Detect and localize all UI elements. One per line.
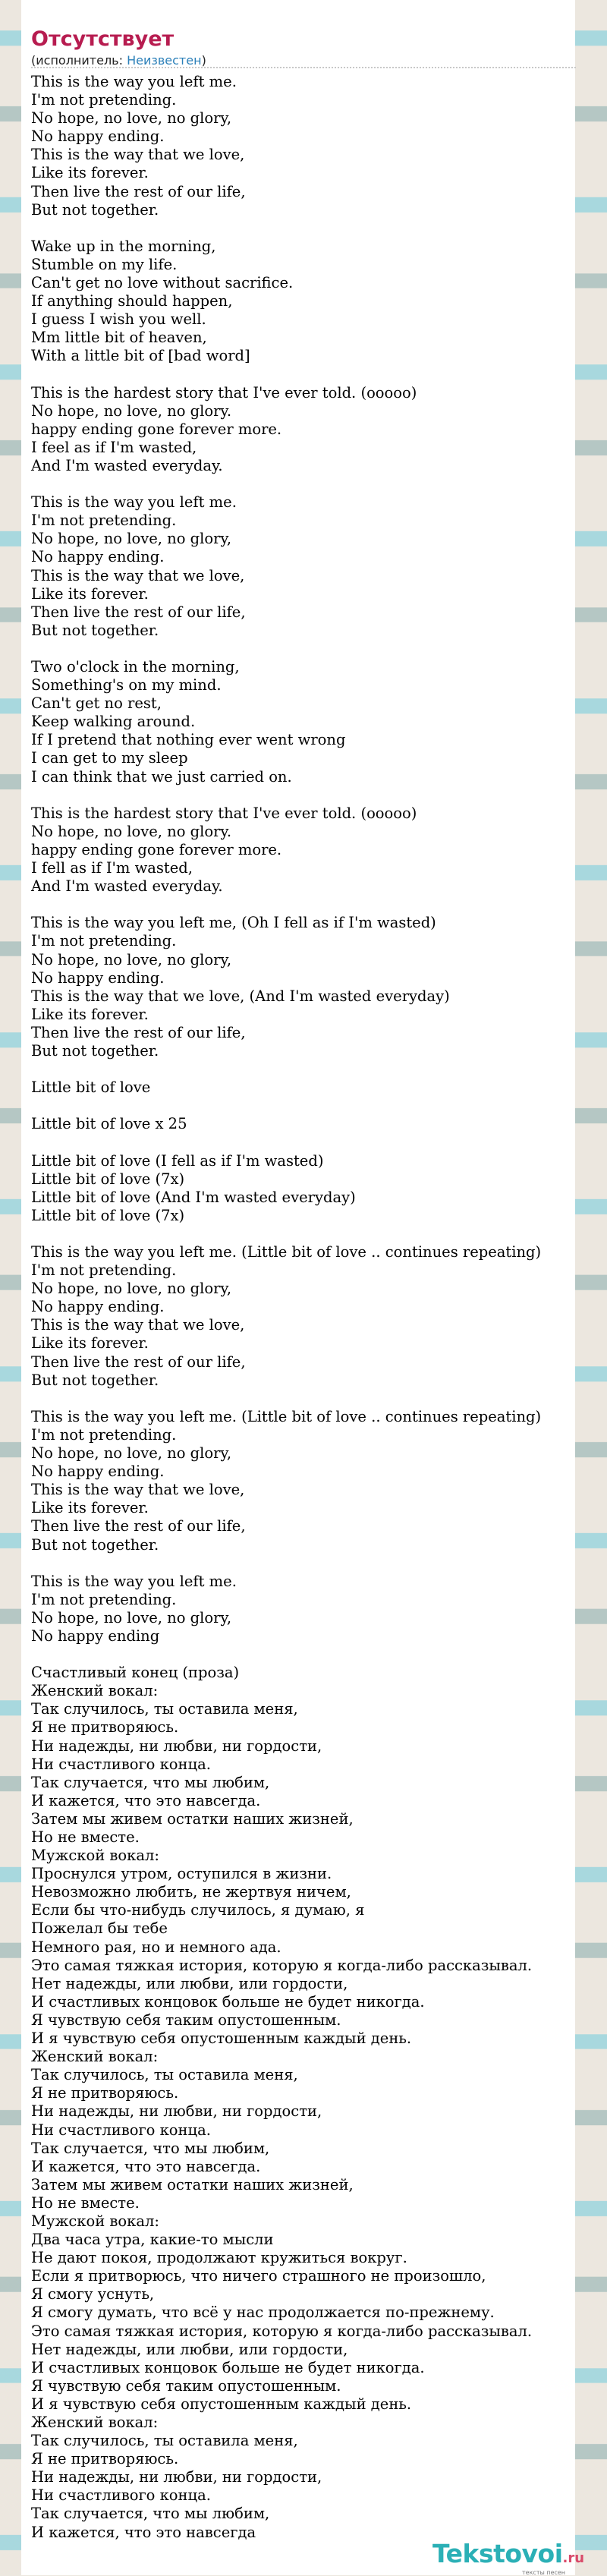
lyric-line: Так случилось, ты оставила меня, [31, 1700, 298, 1718]
lyric-line: No happy ending. [31, 128, 165, 146]
lyric-line: No happy ending [31, 1627, 160, 1645]
lyric-line: Так случается, что мы любим, [31, 2139, 270, 2157]
lyric-line: I'm not pretending. [31, 1425, 177, 1444]
lyric-line: This is the way you left me. [31, 1572, 237, 1590]
lyric-line: Если бы что-нибудь случилось, я думаю, я [31, 1901, 365, 1919]
lyric-line: This is the way you left me, (Oh I fell as if I'm wasted) [31, 914, 436, 932]
lyric-line: Женский вокал: [31, 2414, 159, 2431]
lyric-line: This is the way you left me. (Little bit of love .. continues repeating) [31, 1243, 542, 1261]
lyric-line: Я не притворяюсь. [31, 1718, 179, 1737]
lyric-line: This is the way that we love, [31, 566, 245, 584]
lyric-line [31, 640, 585, 658]
lyric-line: Женский вокал: [31, 2048, 159, 2066]
lyric-line: No hope, no love, no glory, [31, 530, 232, 548]
lyric-line: Can't get no love without sacrifice. [31, 274, 294, 292]
lyric-line: Then live the rest of our life, [31, 1353, 246, 1371]
lyric-line: This is the way you left me. [31, 493, 237, 512]
performer-link[interactable]: Неизвестен [127, 53, 202, 68]
lyric-line: But not together. [31, 1535, 159, 1554]
lyric-line: Я не притворяюсь. [31, 2450, 179, 2468]
lyric-line: Нет надежды, или любви, или гордости, [31, 2340, 348, 2358]
lyric-line: I'm not pretending. [31, 91, 177, 109]
lyric-line: But not together. [31, 200, 159, 219]
lyric-line: Ни счастливого конца. [31, 1755, 211, 1773]
lyric-line [31, 1133, 585, 1151]
lyric-line: Немного рая, но и немного ада. [31, 1938, 281, 1956]
lyric-line: Then live the rest of our life, [31, 603, 246, 621]
lyric-line: No hope, no love, no glory, [31, 1608, 232, 1627]
lyric-line: Женский вокал: [31, 1682, 159, 1700]
lyric-line: No happy ending. [31, 548, 165, 566]
lyric-line: Невозможно любить, не жертвуя ничем, [31, 1883, 351, 1901]
lyric-line [31, 1060, 585, 1079]
lyric-line: Я смогу думать, что всё у нас продолжается по-прежнему. [31, 2304, 495, 2322]
lyric-line: Ни надежды, ни любви, ни гордости, [31, 2468, 322, 2486]
lyric-line: No happy ending. [31, 968, 165, 987]
lyric-line [31, 1554, 585, 1573]
lyric-line: This is the way that we love, [31, 1316, 245, 1334]
lyrics-text [31, 73, 585, 2542]
logo-tld: .ru [562, 2550, 585, 2566]
lyric-line: Я смогу уснуть, [31, 2285, 155, 2304]
lyric-line [31, 1225, 585, 1243]
lyric-line: And I'm wasted everyday. [31, 456, 223, 474]
performer-line [31, 53, 206, 68]
lyric-line: And I'm wasted everyday. [31, 877, 223, 896]
lyric-line: Это самая тяжкая история, которую я когда-либо рассказывал. [31, 2322, 533, 2340]
lyric-line: И счастливых концовок больше не будет никогда. [31, 2358, 425, 2376]
lyric-line: Little bit of love [31, 1079, 151, 1097]
lyric-line: No hope, no love, no glory, [31, 1444, 232, 1463]
lyric-line: Так случилось, ты оставила меня, [31, 2066, 298, 2084]
lyric-line: Stumble on my life. [31, 255, 178, 273]
lyric-line: With a little bit of [bad word] [31, 347, 250, 365]
lyric-line: И я чувствую себя опустошенным каждый день. [31, 2030, 412, 2048]
header-divider [31, 67, 576, 68]
lyric-line: Пожелал бы тебе [31, 1919, 168, 1938]
lyric-line: И кажется, что это навсегда. [31, 2157, 261, 2175]
lyric-line: И я чувствую себя опустошенным каждый день. [31, 2395, 412, 2413]
lyric-line [31, 475, 585, 493]
lyric-line [31, 1645, 585, 1664]
lyric-line: This is the way you left me. [31, 73, 237, 90]
lyric-line: Так случилось, ты оставила меня, [31, 2432, 298, 2450]
lyric-line: И кажется, что это навсегда [31, 2523, 256, 2541]
lyric-line: Так случается, что мы любим, [31, 2505, 270, 2523]
lyric-line: This is the hardest story that I've ever told. (ooooo) [31, 804, 417, 822]
lyric-line [31, 786, 585, 805]
lyric-line: This is the hardest story that I've ever told. (ooooo) [31, 383, 417, 402]
lyric-line: Can't get no rest, [31, 694, 162, 713]
lyric-line: Little bit of love (7x) [31, 1170, 185, 1188]
lyric-line: No happy ending. [31, 1298, 165, 1316]
lyric-line: If anything should happen, [31, 292, 233, 310]
lyric-line [31, 366, 585, 384]
lyric-line: Little bit of love (And I'm wasted everyday) [31, 1188, 356, 1206]
lyric-line: Little bit of love (7x) [31, 1206, 185, 1224]
lyric-line: Я чувствую себя таким опустошенным. [31, 2011, 341, 2029]
lyric-line: Wake up in the morning, [31, 237, 216, 255]
lyric-line [31, 896, 585, 914]
lyric-line: Ни надежды, ни любви, ни гордости, [31, 1737, 322, 1755]
lyric-line: Something's on my mind. [31, 676, 222, 694]
lyric-line: This is the way you left me. (Little bit of love .. continues repeating) [31, 1407, 542, 1425]
lyric-line: This is the way that we love, [31, 146, 245, 164]
lyric-line: Мужской вокал: [31, 1847, 159, 1865]
lyric-line: I feel as if I'm wasted, [31, 438, 197, 456]
lyric-line: No hope, no love, no glory, [31, 109, 232, 128]
lyric-line: Little bit of love (I fell as if I'm wasted) [31, 1151, 324, 1170]
logo-name: Tekstovoi [432, 2539, 563, 2568]
lyric-line: Я чувствую себя таким опустошенным. [31, 2376, 341, 2395]
lyric-line: Little bit of love x 25 [31, 1115, 187, 1133]
song-title: Отсутствует [31, 27, 175, 51]
lyric-line [31, 1097, 585, 1115]
lyric-line: No hope, no love, no glory, [31, 1280, 232, 1298]
lyric-line: This is the way that we love, [31, 1481, 245, 1499]
lyric-line: happy ending gone forever more. [31, 420, 282, 438]
song-header [31, 27, 206, 68]
lyric-line: But not together. [31, 1371, 159, 1389]
lyric-line: Проснулся утром, оступился в жизни. [31, 1865, 332, 1883]
lyric-line: Но не вместе. [31, 1828, 140, 1846]
lyric-line: Ни надежды, ни любви, ни гордости, [31, 2102, 322, 2121]
lyric-line: I'm not pretending. [31, 932, 177, 950]
lyric-line: Mm little bit of heaven, [31, 329, 207, 347]
performer-suffix: ) [201, 53, 206, 68]
lyric-line: I guess I wish you well. [31, 310, 206, 329]
lyric-line: Keep walking around. [31, 713, 196, 731]
lyric-line: If I pretend that nothing ever went wrong [31, 731, 346, 749]
lyric-line: Like its forever. [31, 1005, 149, 1023]
lyric-line: But not together. [31, 621, 159, 639]
lyric-line: Two o'clock in the morning, [31, 658, 240, 675]
lyric-line: Счастливый конец (проза) [31, 1664, 240, 1682]
lyric-line: Then live the rest of our life, [31, 182, 246, 200]
lyric-line: Если я притворюсь, что ничего страшного не произошло, [31, 2267, 486, 2285]
lyric-line: I can think that we just carried on. [31, 767, 292, 786]
performer-prefix: (исполнитель: [31, 53, 127, 68]
lyric-line: I can get to my sleep [31, 749, 188, 767]
lyric-line: Два часа утра, какие-то мысли [31, 2231, 274, 2249]
lyric-line: И кажется, что это навсегда. [31, 1791, 261, 1809]
lyric-line: But not together. [31, 1041, 159, 1060]
lyric-line: Я не притворяюсь. [31, 2084, 179, 2102]
lyric-line: Не дают покоя, продолжают кружиться вокруг. [31, 2249, 407, 2267]
lyric-line: И счастливых концовок больше не будет никогда. [31, 1992, 425, 2011]
lyric-line: happy ending gone forever more. [31, 840, 282, 858]
lyric-line [31, 219, 585, 238]
lyric-line: Это самая тяжкая история, которую я когда-либо рассказывал. [31, 1956, 533, 1974]
lyric-line: Then live the rest of our life, [31, 1517, 246, 1535]
lyric-line: Затем мы живем остатки наших жизней, [31, 1809, 354, 1828]
lyric-line: I fell as if I'm wasted, [31, 859, 193, 877]
lyric-line: Like its forever. [31, 1334, 149, 1353]
logo-tagline: тексты песен [522, 2569, 566, 2576]
lyric-line: Like its forever. [31, 1499, 149, 1517]
lyric-line: Ни счастливого конца. [31, 2486, 211, 2505]
lyric-line: Ни счастливого конца. [31, 2121, 211, 2139]
lyric-line: Так случается, что мы любим, [31, 1773, 270, 1791]
lyric-line: No hope, no love, no glory. [31, 822, 232, 840]
lyric-line [31, 1390, 585, 1408]
lyric-line: Нет надежды, или любви, или гордости, [31, 1974, 348, 1992]
lyric-line: No hope, no love, no glory. [31, 402, 232, 420]
lyric-line: Мужской вокал: [31, 2212, 159, 2230]
lyric-line: Но не вместе. [31, 2193, 140, 2212]
lyric-line: This is the way that we love, (And I'm wasted everyday) [31, 987, 450, 1005]
lyric-line: Like its forever. [31, 584, 149, 603]
lyric-line: Then live the rest of our life, [31, 1023, 246, 1041]
lyric-line: No happy ending. [31, 1463, 165, 1481]
lyric-line: No hope, no love, no glory, [31, 950, 232, 968]
lyric-line: I'm not pretending. [31, 512, 177, 530]
lyric-line: I'm not pretending. [31, 1590, 177, 1608]
site-logo[interactable] [432, 2539, 585, 2576]
lyric-line: Затем мы живем остатки наших жизней, [31, 2175, 354, 2193]
lyric-line: Like its forever. [31, 164, 149, 182]
lyric-line: I'm not pretending. [31, 1261, 177, 1280]
